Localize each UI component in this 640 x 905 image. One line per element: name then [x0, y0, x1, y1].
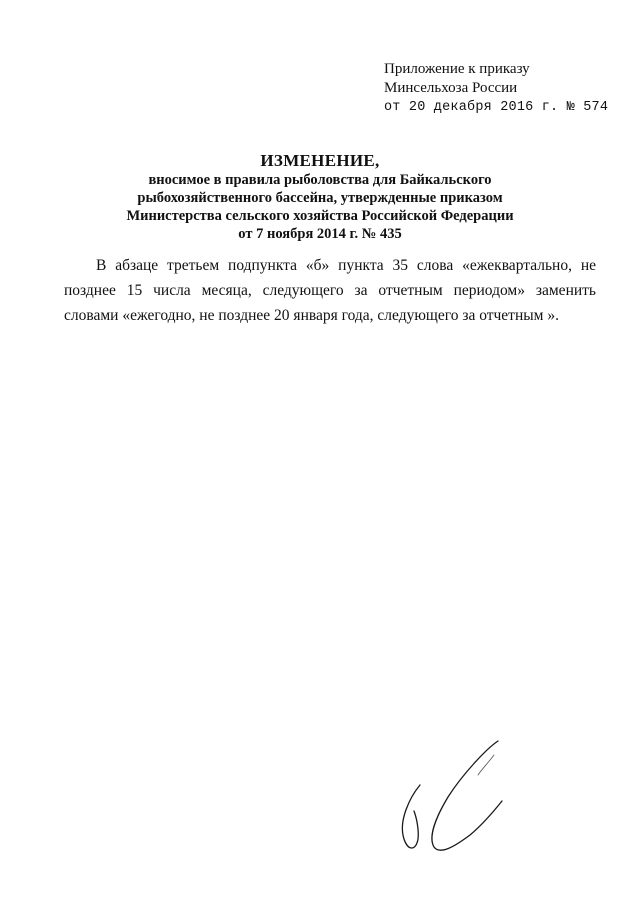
document-body	[64, 253, 596, 328]
appendix-reference	[384, 60, 624, 117]
heading-line-3: Министерства сельского хозяйства Российской Федерации	[126, 208, 514, 224]
appendix-line-1: Приложение к приказу	[384, 61, 530, 77]
heading-line-4: от 7 ноября 2014 г. № 435	[238, 226, 402, 242]
handwritten-signature	[390, 735, 520, 860]
appendix-line-2: Минсельхоза России	[384, 80, 518, 96]
heading-line-1: вносимое в правила рыболовства для Байкальского	[148, 172, 492, 188]
body-paragraph: В абзаце третьем подпункта «б» пункта 35 слова «ежеквартально, не позднее 15 числа месяца, следующего за отчетным периодом» заменить словами «ежегодно, не позднее 20 января года, следующего за отчетным ».	[64, 257, 596, 324]
appendix-line-3-order-number: от 20 декабря 2016 г. № 574	[384, 100, 609, 115]
heading-line-2: рыбохозяйственного бассейна, утвержденные приказом	[137, 190, 503, 206]
heading-title: ИЗМЕНЕНИЕ,	[260, 151, 380, 170]
document-heading	[60, 150, 580, 243]
